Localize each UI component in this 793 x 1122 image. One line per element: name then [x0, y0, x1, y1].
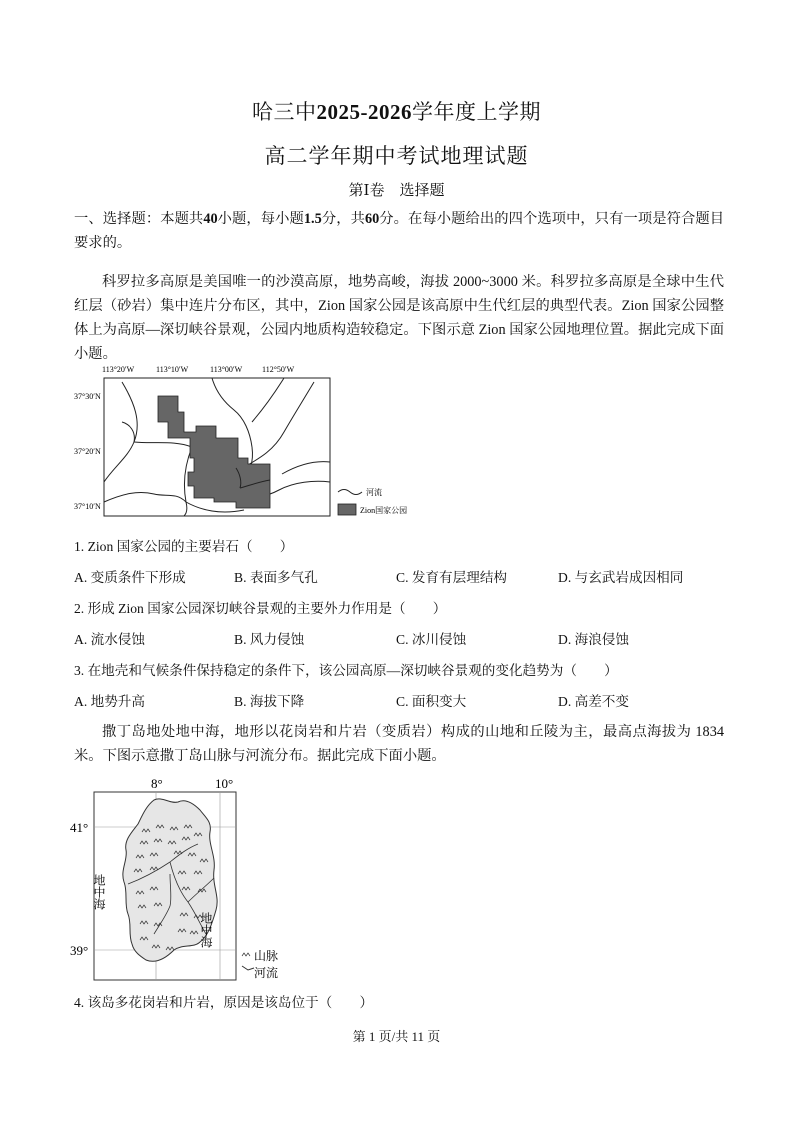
lon-label: 113°10′W — [156, 365, 189, 374]
question-3-stem: 3. 在地壳和气候条件保持稳定的条件下，该公园高原—深切峡谷景观的变化趋势为（ ） — [74, 663, 618, 678]
exam-subtitle: 高二学年期中考试地理试题 — [264, 144, 529, 168]
passage-sardinia: 撒丁岛地处地中海，地形以花岗岩和片岩（变质岩）构成的山地和丘陵为主，最高点海拔为 1834 米。下图示意撒丁岛山脉与河流分布。据此完成下面小题。 — [74, 724, 724, 764]
page-footer: 第 1 页/共 11 页 — [352, 1029, 441, 1044]
q1-option-b[interactable]: B. 表面多气孔 — [234, 570, 318, 585]
zion-legend — [338, 487, 407, 515]
lat-label: 37°10′N — [74, 502, 101, 511]
title-prefix: 哈三中 — [252, 100, 317, 124]
mountain-legend-icon — [242, 953, 250, 956]
q1-option-a[interactable]: A. 变质条件下形成 — [74, 570, 186, 585]
exam-title — [0, 96, 793, 126]
sardinia-legend — [242, 949, 278, 980]
q1-option-c[interactable]: C. 发育有层理结构 — [396, 570, 508, 585]
lon-label: 112°50′W — [262, 365, 295, 374]
instr-part3: 分，共 — [321, 211, 365, 227]
sea-label-west — [92, 873, 106, 910]
legend-park-label: Zion国家公园 — [360, 506, 408, 515]
passage-zion: 科罗拉多高原是美国唯一的沙漠高原，地势高峻，海拔 2000~3000 米。科罗拉多高原是全球中生代红层（砂岩）集中连片分布区，其中，Zion 国家公园是该高原中生代红层的典型代表。Zion 国家公园整体上为高原—深切峡谷景观，公园内地质构造较稳定。下图示意 Zion 国家公园地理位置。据此完成下面小题。 — [74, 274, 724, 362]
sea-west-label: 地中海 — [92, 874, 106, 910]
river-legend-icon — [338, 490, 362, 495]
instr-total: 60 — [364, 211, 380, 227]
instr-count: 40 — [203, 211, 218, 227]
q3-option-a[interactable]: A. 地势升高 — [74, 694, 145, 709]
sardinia-map — [70, 774, 310, 984]
lat-label: 41° — [70, 820, 89, 835]
lon-label: 8° — [151, 776, 163, 791]
title-suffix: 学年度上学期 — [412, 100, 541, 124]
lat-label: 37°30′N — [74, 392, 101, 401]
river-legend-icon — [242, 966, 254, 970]
q3-option-d[interactable]: D. 高差不变 — [558, 694, 629, 709]
question-4-stem: 4. 该岛多花岗岩和片岩，原因是该岛位于（ ） — [74, 995, 374, 1010]
q3-option-b[interactable]: B. 海拔下降 — [234, 694, 305, 709]
lat-label: 39° — [70, 943, 89, 958]
sea-east-label: 地中海 — [199, 912, 213, 948]
q2-option-b[interactable]: B. 风力侵蚀 — [234, 632, 305, 647]
instr-part4: 分。在每小题给出的四个选项中，只有一项是符合题目要求的。 — [74, 211, 725, 251]
instr-part1: 一、选择题：本题共 — [74, 211, 204, 227]
legend-mountain-label: 山脉 — [254, 949, 279, 963]
title-year: 2025-2026 — [316, 100, 412, 124]
lon-label: 113°00′W — [210, 365, 243, 374]
legend-river-label: 河流 — [254, 966, 279, 980]
q1-option-d[interactable]: D. 与玄武岩成因相同 — [558, 570, 684, 585]
question-1-stem: 1. Zion 国家公园的主要岩石（ ） — [74, 539, 294, 554]
zion-map — [74, 362, 424, 522]
q2-option-d[interactable]: D. 海浪侵蚀 — [558, 632, 629, 647]
q3-option-c[interactable]: C. 面积变大 — [396, 694, 467, 709]
instr-per-score: 1.5 — [303, 211, 322, 227]
question-2-stem: 2. 形成 Zion 国家公园深切峡谷景观的主要外力作用是（ ） — [74, 601, 447, 616]
lon-label: 113°20′W — [102, 365, 135, 374]
lon-label: 10° — [215, 776, 234, 791]
instr-part2: 小题，每小题 — [217, 211, 304, 227]
legend-river-label: 河流 — [366, 488, 382, 497]
q2-option-c[interactable]: C. 冰川侵蚀 — [396, 632, 467, 647]
sea-label-east — [199, 911, 213, 948]
q2-option-a[interactable]: A. 流水侵蚀 — [74, 632, 145, 647]
instructions — [74, 207, 724, 255]
section-heading: 第Ⅰ卷 选择题 — [348, 183, 445, 199]
park-legend-icon — [338, 504, 356, 515]
lat-label: 37°20′N — [74, 447, 101, 456]
